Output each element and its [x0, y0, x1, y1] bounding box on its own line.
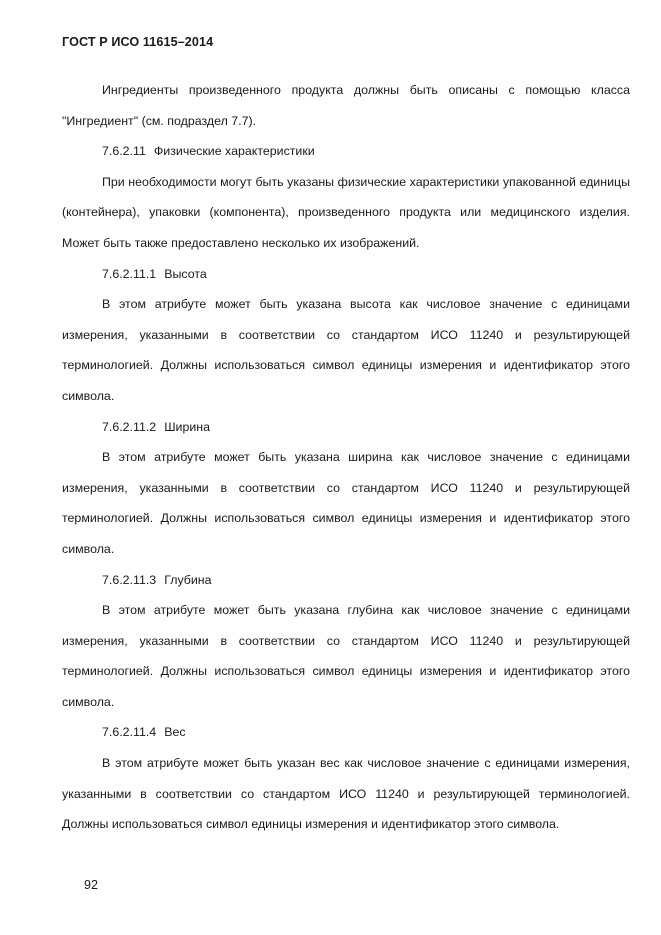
section-number: 7.6.2.11.1 [102, 266, 157, 281]
paragraph-physical-characteristics: При необходимости могут быть указаны физические характеристики упакованной единицы (контейнера), упаковки (компонента), произведенного продукта или медицинского изделия. Может быть также предоставлено несколько их изображений. [62, 174, 630, 250]
document-header: ГОСТ Р ИСО 11615–2014 [62, 35, 214, 49]
section-number: 7.6.2.11 [102, 144, 146, 159]
section-title: Вес [164, 725, 186, 740]
section-heading-height [62, 259, 630, 290]
paragraph-depth: В этом атрибуте может быть указана глубина как числовое значение с единицами измерения, указанными в соответствии со стандартом ИСО 11240 и результирующей терминологией. Должны использоваться символ единицы измерения и идентификатор этого символа. [62, 603, 630, 709]
section-number: 7.6.2.11.2 [102, 419, 157, 434]
section-number: 7.6.2.11.4 [102, 725, 157, 740]
section-heading-weight [62, 717, 630, 748]
document-body [62, 75, 630, 840]
section-title: Физические характеристики [153, 144, 315, 159]
paragraph-weight: В этом атрибуте может быть указан вес как числовое значение с единицами измерения, указанными в соответствии со стандартом ИСО 11240 и результирующей терминологией. Должны использоваться символ единицы измерения и идентификатор этого символа. [62, 756, 630, 832]
section-title: Глубина [164, 572, 212, 587]
section-heading-physical-characteristics [62, 136, 630, 167]
section-title: Высота [164, 266, 207, 281]
paragraph-height: В этом атрибуте может быть указана высота как числовое значение с единицами измерения, указанными в соответствии со стандартом ИСО 11240 и результирующей терминологией. Должны использоваться символ единицы измерения и идентификатор этого символа. [62, 297, 630, 403]
section-number: 7.6.2.11.3 [102, 572, 157, 587]
paragraph-width: В этом атрибуте может быть указана ширина как числовое значение с единицами измерения, указанными в соответствии со стандартом ИСО 11240 и результирующей терминологией. Должны использоваться символ единицы измерения и идентификатор этого символа. [62, 450, 630, 556]
section-title: Ширина [164, 419, 211, 434]
page-number: 92 [84, 878, 99, 892]
paragraph-ingredients: Ингредиенты произведенного продукта должны быть описаны с помощью класса "Ингредиент" (см. подраздел 7.7). [62, 83, 630, 128]
section-heading-width [62, 412, 630, 443]
section-heading-depth [62, 565, 630, 596]
